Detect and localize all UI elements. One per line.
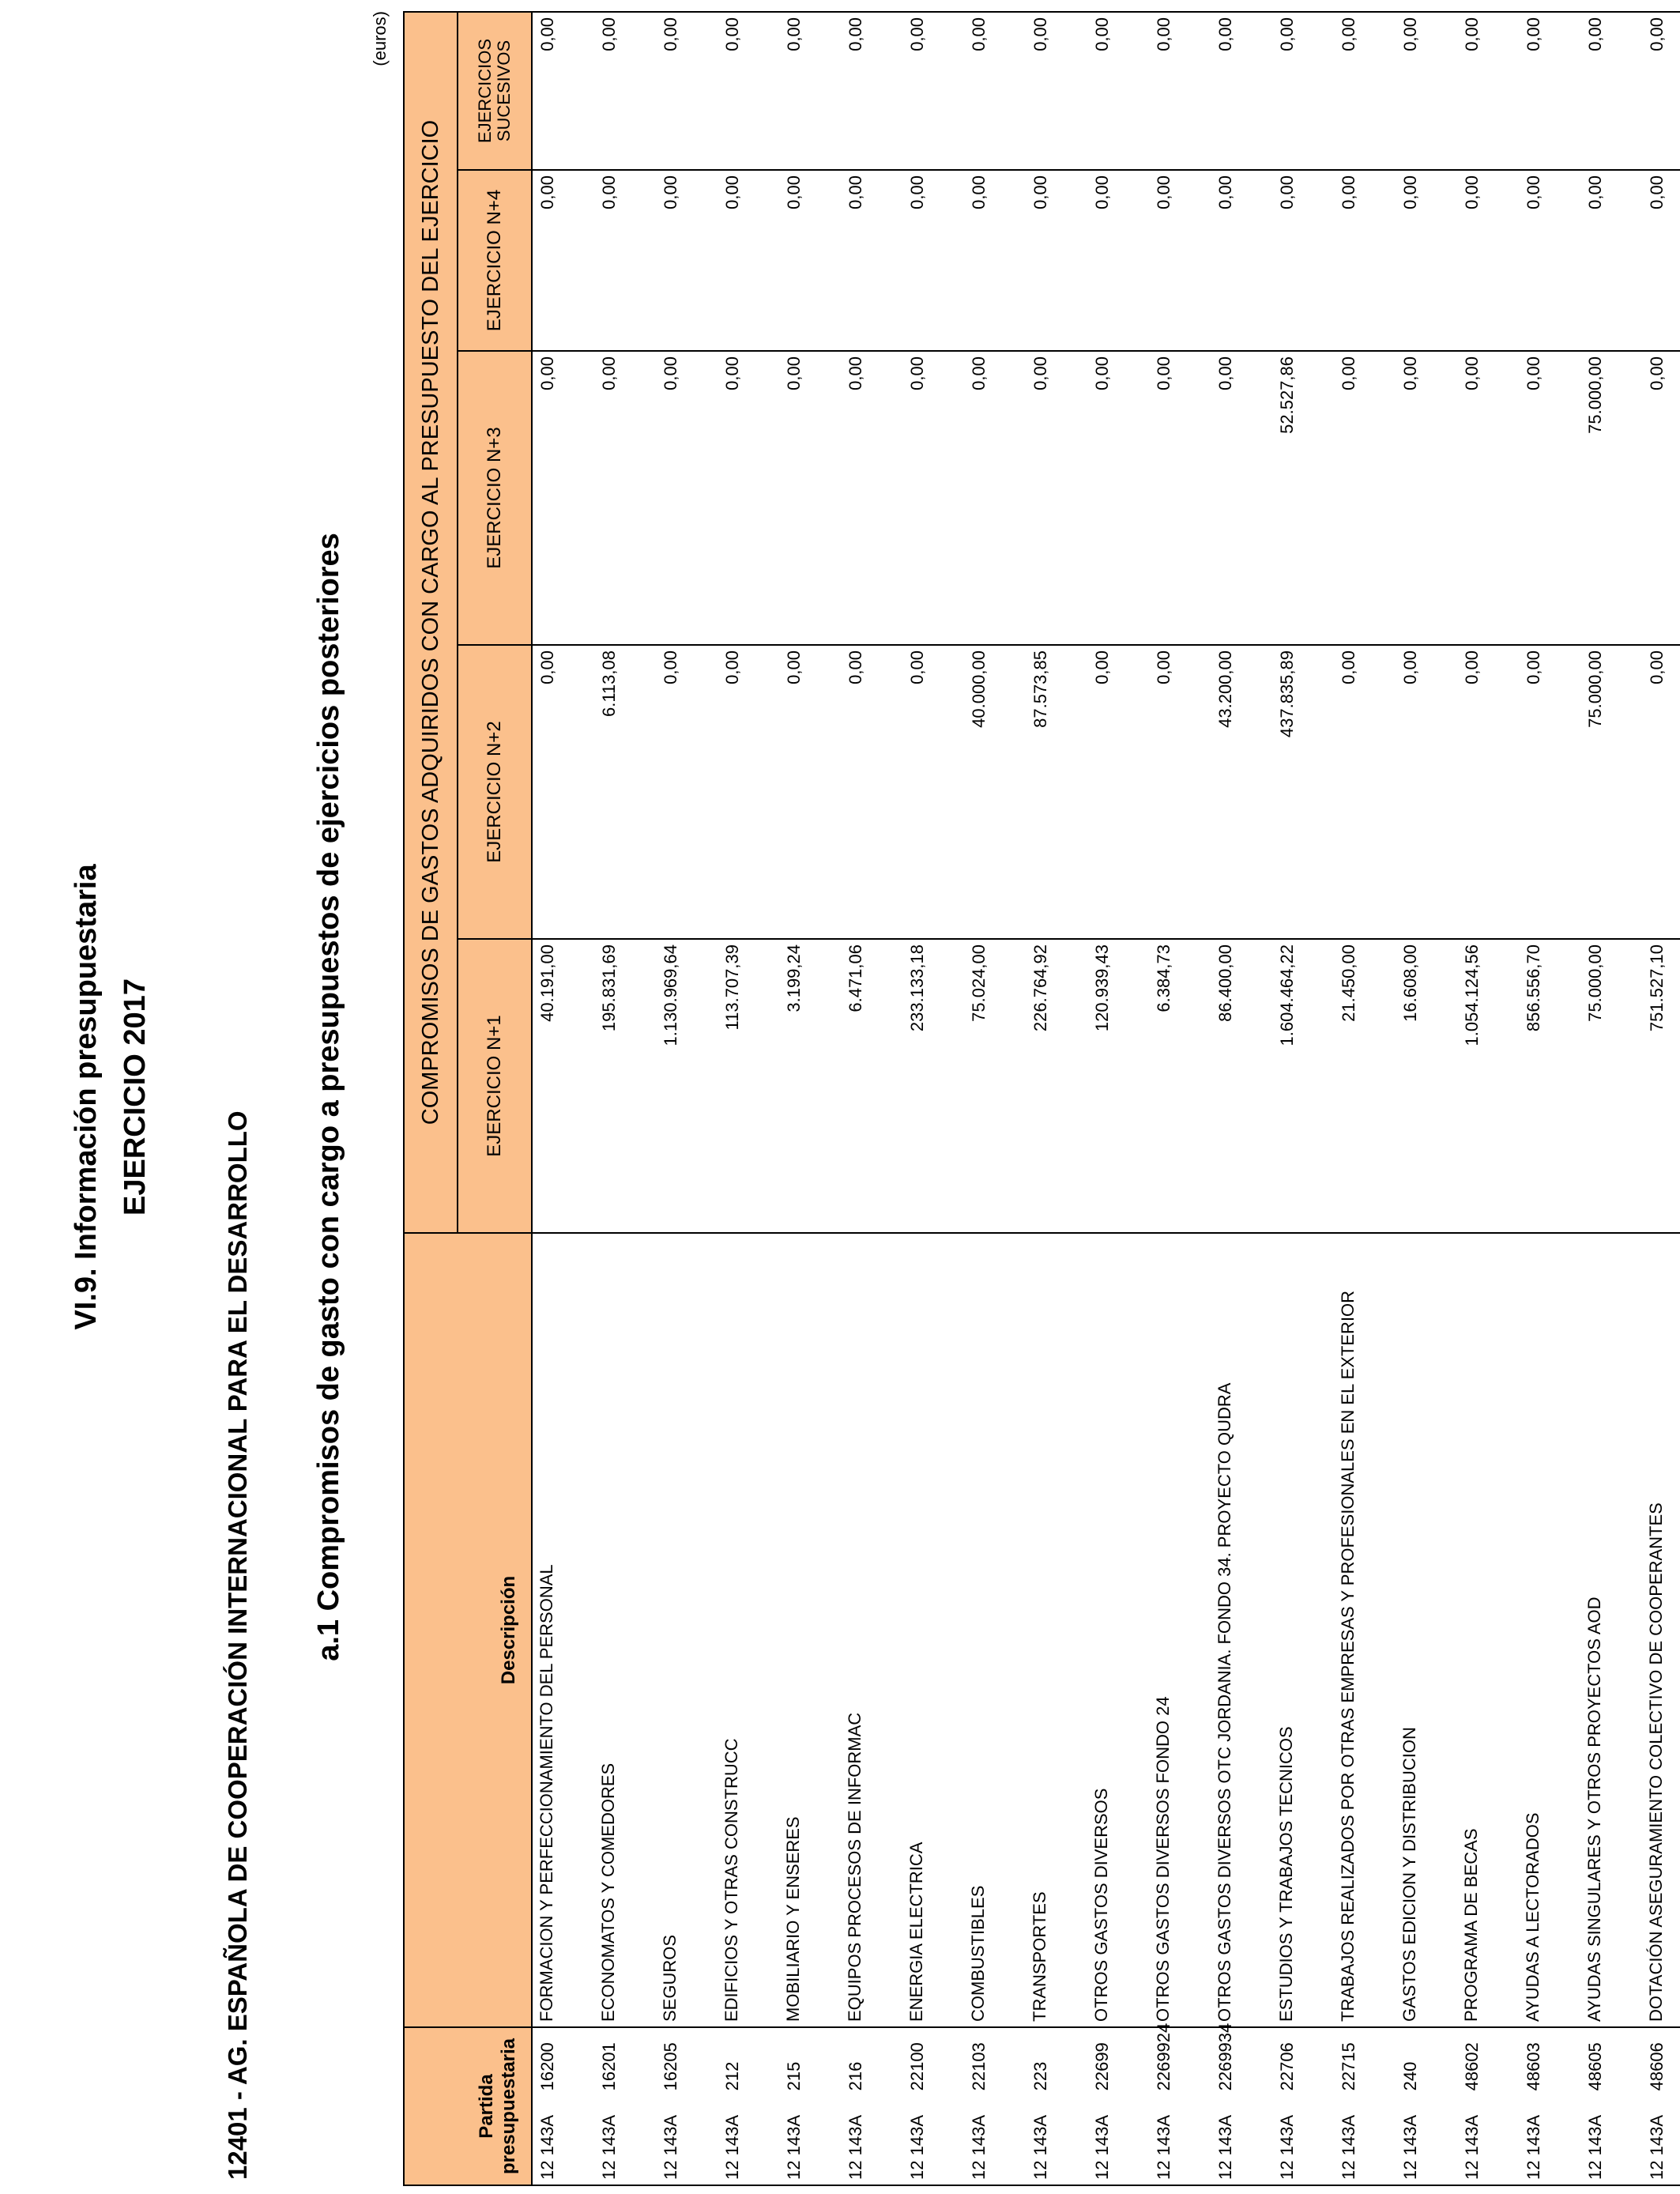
col-header-n1: EJERCICIO N+1 — [458, 939, 532, 1233]
cell-partida — [1519, 2027, 1580, 2185]
partida-programa: 143A — [722, 2115, 742, 2156]
partida-seccion: 12 — [846, 2160, 865, 2180]
cell-n2: 6.113,08 — [594, 645, 656, 939]
partida-seccion: 12 — [1462, 2160, 1482, 2180]
cell-descripcion: ENERGIA ELECTRICA — [902, 1233, 964, 2027]
cell-n4: 0,00 — [779, 170, 841, 351]
cell-partida — [1149, 2022, 1211, 2185]
partida-seccion: 12 — [1524, 2160, 1543, 2180]
partida-subconcepto: 48606 — [1647, 2042, 1667, 2091]
cell-n2: 87.573,85 — [1026, 645, 1087, 939]
table-row — [1272, 12, 1334, 2185]
cell-n3: 0,00 — [1457, 351, 1519, 645]
cell-descripcion: ESTUDIOS Y TRABAJOS TECNICOS — [1272, 1233, 1334, 2027]
cell-sucesivos: 0,00 — [1149, 12, 1211, 170]
partida-subconcepto: 48605 — [1585, 2042, 1605, 2091]
partida-subconcepto: 240 — [1400, 2061, 1420, 2091]
cell-sucesivos: 0,00 — [1396, 12, 1457, 170]
partida-seccion: 12 — [1647, 2160, 1667, 2180]
table-row — [1519, 12, 1580, 2185]
col-header-sucesivos-line1: EJERCICIOS — [475, 38, 495, 143]
table-row — [779, 12, 841, 2185]
cell-n4: 0,00 — [1334, 170, 1396, 351]
table-row — [964, 12, 1026, 2185]
partida-subconcepto: 22699 — [1092, 2042, 1112, 2091]
cell-descripcion: GASTOS EDICION Y DISTRIBUCION — [1396, 1233, 1457, 2027]
partida-programa: 143A — [1092, 2115, 1112, 2156]
cell-sucesivos: 0,00 — [1272, 12, 1334, 170]
partida-programa: 143A — [1647, 2115, 1667, 2156]
partida-seccion: 12 — [1030, 2160, 1050, 2180]
cell-descripcion: SEGUROS — [656, 1233, 718, 2027]
partida-programa: 143A — [1524, 2115, 1543, 2156]
cell-sucesivos: 0,00 — [1519, 12, 1580, 170]
cell-n1: 113.707,39 — [718, 939, 779, 1233]
cell-descripcion: TRANSPORTES — [1026, 1233, 1087, 2027]
partida-subconcepto: 48602 — [1462, 2042, 1482, 2091]
cell-n4: 0,00 — [1457, 170, 1519, 351]
cell-n2: 43.200,00 — [1211, 645, 1272, 939]
cell-partida — [779, 2027, 841, 2185]
cell-n1: 6.471,06 — [841, 939, 902, 1233]
cell-n3: 0,00 — [1642, 351, 1680, 645]
partida-seccion: 12 — [1339, 2160, 1358, 2180]
cell-partida — [656, 2027, 718, 2185]
cell-partida — [1026, 2027, 1087, 2185]
cell-n4: 0,00 — [1580, 170, 1642, 351]
cell-n1: 16.608,00 — [1396, 939, 1457, 1233]
cell-n2: 0,00 — [1334, 645, 1396, 939]
cell-partida — [964, 2027, 1026, 2185]
cell-n3: 0,00 — [1519, 351, 1580, 645]
cell-n3: 52.527,86 — [1272, 351, 1334, 645]
cell-descripcion: PROGRAMA DE BECAS — [1457, 1233, 1519, 2027]
cell-sucesivos: 0,00 — [532, 12, 594, 170]
col-header-n3: EJERCICIO N+3 — [458, 351, 532, 645]
partida-seccion: 12 — [969, 2160, 989, 2180]
cell-sucesivos: 0,00 — [902, 12, 964, 170]
cell-n1: 75.000,00 — [1580, 939, 1642, 1233]
table-row — [1334, 12, 1396, 2185]
cell-n2: 0,00 — [1149, 645, 1211, 939]
cell-n2: 0,00 — [656, 645, 718, 939]
cell-sucesivos: 0,00 — [841, 12, 902, 170]
table-row — [1580, 12, 1642, 2185]
partida-subconcepto: 216 — [846, 2061, 865, 2091]
cell-sucesivos: 0,00 — [656, 12, 718, 170]
cell-descripcion: AYUDAS SINGULARES Y OTROS PROYECTOS AOD — [1580, 1233, 1642, 2027]
cell-n3: 0,00 — [718, 351, 779, 645]
partida-programa: 143A — [1585, 2115, 1605, 2156]
cell-descripcion: EDIFICIOS Y OTRAS CONSTRUCC — [718, 1233, 779, 2027]
partida-programa: 143A — [1030, 2115, 1050, 2156]
cell-n1: 233.133,18 — [902, 939, 964, 1233]
cell-n1: 856.556,70 — [1519, 939, 1580, 1233]
cell-sucesivos: 0,00 — [1334, 12, 1396, 170]
cell-sucesivos: 0,00 — [1642, 12, 1680, 170]
partida-seccion: 12 — [599, 2160, 619, 2180]
table-row — [1149, 12, 1211, 2185]
cell-n3: 0,00 — [779, 351, 841, 645]
cell-n4: 0,00 — [1519, 170, 1580, 351]
cell-n2: 75.000,00 — [1580, 645, 1642, 939]
partida-subconcepto: 16205 — [661, 2042, 680, 2091]
partida-subconcepto: 223 — [1030, 2061, 1050, 2091]
cell-n4: 0,00 — [1149, 170, 1211, 351]
cell-n4: 0,00 — [1211, 170, 1272, 351]
cell-descripcion: COMBUSTIBLES — [964, 1233, 1026, 2027]
partida-programa: 143A — [784, 2115, 804, 2156]
partida-programa: 143A — [1339, 2115, 1358, 2156]
cell-n4: 0,00 — [1642, 170, 1680, 351]
partida-programa: 143A — [537, 2115, 557, 2156]
table-row — [1642, 12, 1680, 2185]
cell-n1: 751.527,10 — [1642, 939, 1680, 1233]
cell-partida — [902, 2027, 964, 2185]
partida-programa: 143A — [969, 2115, 989, 2156]
cell-partida — [1580, 2027, 1642, 2185]
cell-partida — [841, 2027, 902, 2185]
cell-n3: 0,00 — [1211, 351, 1272, 645]
cell-n3: 0,00 — [902, 351, 964, 645]
partida-subconcepto: 2269924 — [1154, 2022, 1173, 2091]
cell-sucesivos: 0,00 — [1580, 12, 1642, 170]
cell-n3: 75.000,00 — [1580, 351, 1642, 645]
partida-seccion: 12 — [1154, 2160, 1173, 2180]
cell-n4: 0,00 — [1026, 170, 1087, 351]
table-row — [1087, 12, 1149, 2185]
table-row — [1457, 12, 1519, 2185]
partida-seccion: 12 — [661, 2160, 680, 2180]
partida-seccion: 12 — [1277, 2160, 1297, 2180]
cell-n1: 1.054.124,56 — [1457, 939, 1519, 1233]
partida-seccion: 12 — [537, 2160, 557, 2180]
cell-n2: 0,00 — [1457, 645, 1519, 939]
col-header-sucesivos — [458, 12, 532, 170]
cell-n1: 6.384,73 — [1149, 939, 1211, 1233]
cell-partida — [1272, 2027, 1334, 2185]
cell-n3: 0,00 — [1334, 351, 1396, 645]
cell-descripcion: EQUIPOS PROCESOS DE INFORMAC — [841, 1233, 902, 2027]
cell-descripcion: AYUDAS A LECTORADOS — [1519, 1233, 1580, 2027]
cell-n4: 0,00 — [718, 170, 779, 351]
cell-n3: 0,00 — [656, 351, 718, 645]
partida-programa: 143A — [1277, 2115, 1297, 2156]
cell-n1: 21.450,00 — [1334, 939, 1396, 1233]
partida-programa: 143A — [1462, 2115, 1482, 2156]
cell-n4: 0,00 — [1272, 170, 1334, 351]
partida-subconcepto: 22706 — [1277, 2042, 1297, 2091]
col-header-partida: Partida presupuestaria — [404, 2027, 532, 2185]
cell-descripcion: TRABAJOS REALIZADOS POR OTRAS EMPRESAS Y PROFESIONALES EN EL EXTERIOR — [1334, 1233, 1396, 2027]
cell-n4: 0,00 — [656, 170, 718, 351]
partida-subconcepto: 22715 — [1339, 2042, 1358, 2091]
cell-partida — [1211, 2022, 1272, 2185]
col-header-sucesivos-line2: SUCESIVOS — [494, 40, 514, 142]
partida-programa: 143A — [1400, 2115, 1420, 2156]
partida-seccion: 12 — [1092, 2160, 1112, 2180]
cell-n1: 120.939,43 — [1087, 939, 1149, 1233]
table-row — [1396, 12, 1457, 2185]
cell-n3: 0,00 — [1026, 351, 1087, 645]
section-subtitle: a.1 Compromisos de gasto con cargo a presupuestos de ejercicios posteriores — [312, 533, 345, 1661]
col-header-descripcion: Descripción — [404, 1233, 532, 2027]
cell-descripcion: OTROS GASTOS DIVERSOS — [1087, 1233, 1149, 2027]
table-body — [532, 12, 1680, 2185]
cell-n3: 0,00 — [964, 351, 1026, 645]
cell-n4: 0,00 — [902, 170, 964, 351]
commitments-table — [403, 11, 1680, 2186]
table-row — [718, 12, 779, 2185]
cell-sucesivos: 0,00 — [718, 12, 779, 170]
partida-seccion: 12 — [784, 2160, 804, 2180]
partida-subconcepto: 48603 — [1524, 2042, 1543, 2091]
cell-partida — [1457, 2027, 1519, 2185]
partida-subconcepto: 215 — [784, 2061, 804, 2091]
cell-sucesivos: 0,00 — [1211, 12, 1272, 170]
partida-subconcepto: 22100 — [907, 2042, 927, 2091]
partida-programa: 143A — [1154, 2115, 1173, 2156]
cell-partida — [1334, 2027, 1396, 2185]
cell-descripcion: ECONOMATOS Y COMEDORES — [594, 1233, 656, 2027]
partida-programa: 143A — [846, 2115, 865, 2156]
cell-sucesivos: 0,00 — [779, 12, 841, 170]
cell-sucesivos: 0,00 — [1026, 12, 1087, 170]
partida-subconcepto: 212 — [722, 2061, 742, 2091]
cell-n1: 86.400,00 — [1211, 939, 1272, 1233]
cell-partida — [532, 2027, 594, 2185]
cell-n2: 0,00 — [532, 645, 594, 939]
table-row — [1211, 12, 1272, 2185]
cell-partida — [1642, 2027, 1680, 2185]
cell-sucesivos: 0,00 — [594, 12, 656, 170]
cell-n4: 0,00 — [594, 170, 656, 351]
cell-n2: 40.000,00 — [964, 645, 1026, 939]
cell-descripcion: OTROS GASTOS DIVERSOS OTC JORDANIA. FONDO 34. PROYECTO QUDRA — [1211, 1233, 1272, 2027]
cell-n4: 0,00 — [1087, 170, 1149, 351]
cell-n2: 0,00 — [718, 645, 779, 939]
cell-sucesivos: 0,00 — [964, 12, 1026, 170]
cell-sucesivos: 0,00 — [1457, 12, 1519, 170]
cell-n1: 3.199,24 — [779, 939, 841, 1233]
cell-n1: 1.130.969,64 — [656, 939, 718, 1233]
cell-partida — [594, 2027, 656, 2185]
partida-subconcepto: 2269934 — [1215, 2022, 1235, 2091]
cell-n2: 0,00 — [1519, 645, 1580, 939]
partida-seccion: 12 — [1215, 2160, 1235, 2180]
fiscal-year: EJERCICIO 2017 — [119, 978, 152, 1216]
cell-n3: 0,00 — [594, 351, 656, 645]
cell-n4: 0,00 — [532, 170, 594, 351]
cell-n3: 0,00 — [1396, 351, 1457, 645]
cell-n3: 0,00 — [532, 351, 594, 645]
cell-n2: 0,00 — [902, 645, 964, 939]
cell-n1: 1.604.464,22 — [1272, 939, 1334, 1233]
cell-n2: 0,00 — [1087, 645, 1149, 939]
partida-subconcepto: 16201 — [599, 2042, 619, 2091]
cell-n4: 0,00 — [964, 170, 1026, 351]
table-row — [841, 12, 902, 2185]
partida-seccion: 12 — [722, 2160, 742, 2180]
partida-seccion: 12 — [1400, 2160, 1420, 2180]
cell-n2: 0,00 — [841, 645, 902, 939]
partida-seccion: 12 — [1585, 2160, 1605, 2180]
cell-descripcion: FORMACION Y PERFECCIONAMIENTO DEL PERSONAL — [532, 1233, 594, 2027]
units-label: (euros) — [370, 11, 390, 66]
cell-n2: 0,00 — [779, 645, 841, 939]
partida-subconcepto: 22103 — [969, 2042, 989, 2091]
partida-programa: 143A — [599, 2115, 619, 2156]
cell-n3: 0,00 — [841, 351, 902, 645]
page-title: VI.9. Información presupuestaria — [70, 864, 103, 1330]
table-row — [1026, 12, 1087, 2185]
organism-heading: 12401 - AG. ESPAÑOLA DE COOPERACIÓN INTERNACIONAL PARA EL DESARROLLO — [223, 1110, 252, 2180]
cell-partida — [718, 2027, 779, 2185]
cell-n3: 0,00 — [1087, 351, 1149, 645]
col-header-n2: EJERCICIO N+2 — [458, 645, 532, 939]
cell-n4: 0,00 — [1396, 170, 1457, 351]
table-row — [532, 12, 594, 2185]
cell-sucesivos: 0,00 — [1087, 12, 1149, 170]
partida-programa: 143A — [907, 2115, 927, 2156]
cell-partida — [1396, 2027, 1457, 2185]
cell-partida — [1087, 2027, 1149, 2185]
partida-programa: 143A — [661, 2115, 680, 2156]
cell-descripcion: DOTACIÓN ASEGURAMIENTO COLECTIVO DE COOPERANTES — [1642, 1233, 1680, 2027]
col-header-n4: EJERCICIO N+4 — [458, 170, 532, 351]
cell-n3: 0,00 — [1149, 351, 1211, 645]
cell-n2: 437.835,89 — [1272, 645, 1334, 939]
table-row — [656, 12, 718, 2185]
cell-n1: 40.191,00 — [532, 939, 594, 1233]
table-row — [902, 12, 964, 2185]
cell-n1: 226.764,92 — [1026, 939, 1087, 1233]
cell-n2: 0,00 — [1396, 645, 1457, 939]
partida-programa: 143A — [1215, 2115, 1235, 2156]
cell-n4: 0,00 — [841, 170, 902, 351]
group-header-commitments: COMPROMISOS DE GASTOS ADQUIRIDOS CON CARGO AL PRESUPUESTO DEL EJERCICIO — [404, 12, 458, 1233]
cell-n2: 0,00 — [1642, 645, 1680, 939]
cell-n1: 75.024,00 — [964, 939, 1026, 1233]
cell-descripcion: OTROS GASTOS DIVERSOS FONDO 24 — [1149, 1233, 1211, 2027]
partida-subconcepto: 16200 — [537, 2042, 557, 2091]
table-row — [594, 12, 656, 2185]
cell-descripcion: MOBILIARIO Y ENSERES — [779, 1233, 841, 2027]
cell-n1: 195.831,69 — [594, 939, 656, 1233]
partida-seccion: 12 — [907, 2160, 927, 2180]
